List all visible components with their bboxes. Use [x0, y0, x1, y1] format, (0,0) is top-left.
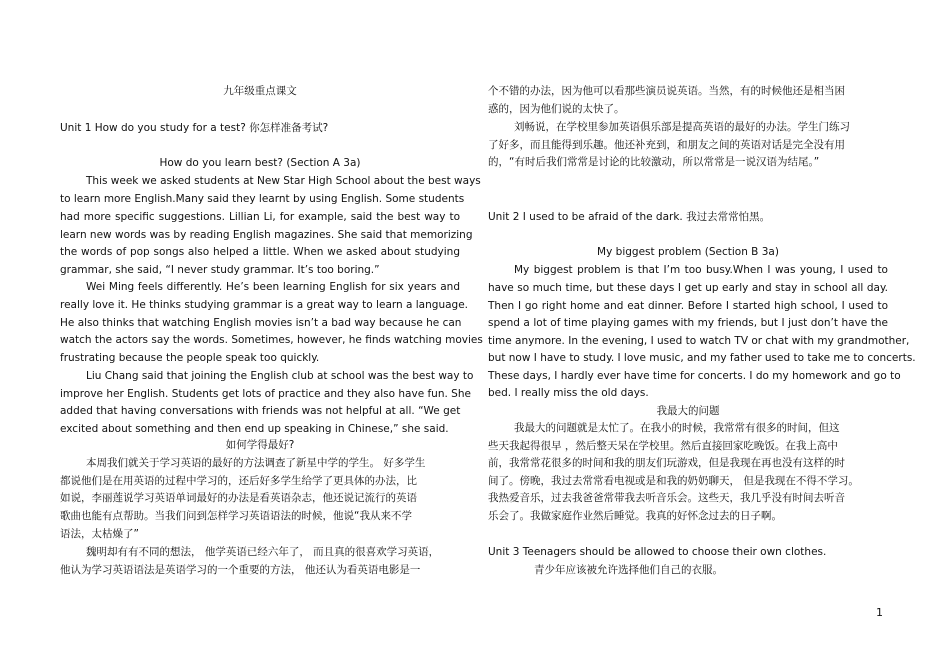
text-line: really love it. He thinks studying grammar is a great way to learn a language.	[60, 299, 468, 311]
text-line: to learn more English.Many said they learnt by using English. Some students	[60, 193, 465, 205]
text-line: 些天我起得很早 ，然后整天呆在学校里。然后直接回家吃晚饭。在我上高中	[488, 440, 838, 452]
text-line: 我最大的问题就是太忙了。在我小的时候，我常常有很多的时间，但这	[514, 422, 840, 434]
left-column	[60, 0, 483, 672]
text-line: time anymore. In the evening, I used to watch TV or chat with my grandmother,	[488, 335, 910, 347]
text-line: grammar, she said, “I never study grammar. It’s too boring.”	[60, 264, 380, 276]
text-line: This week we asked students at New Star High School about the best ways	[86, 175, 481, 187]
text-line: excited about something and then end up speaking in Chinese,” she said.	[60, 423, 449, 435]
text-line: learn new words was by reading English magazines. She said that memorizing	[60, 229, 473, 241]
text-line: He also thinks that watching English movies isn’t a bad way because he can	[60, 317, 462, 329]
text-line: These days, I hardly ever have time for concerts. I do my homework and go to	[488, 370, 901, 382]
text-line: 本周我们就关于学习英语的最好的方法调查了新星中学的学生。 好多学生	[86, 457, 426, 469]
unit3-translation: 青少年应该被允许选择他们自己的衣服。	[534, 564, 723, 576]
text-line: the words of pop songs also helped a little. When we asked about studying	[60, 246, 460, 258]
text-line: 他认为学习英语语法是英语学习的一个重要的方法， 他还认为看英语电影是一	[60, 564, 421, 576]
text-line: Liu Chang said that joining the English club at school was the best way to	[86, 370, 474, 382]
text-line: had more specific suggestions. Lillian Li, for example, said the best way to	[60, 211, 460, 223]
unit3-heading: Unit 3 Teenagers should be allowed to choose their own clothes.	[488, 546, 827, 558]
text-line: have so much time, but these days I get up early and stay in school all day.	[488, 282, 888, 294]
text-line: My biggest problem is that I’m too busy.When I was young, I used to	[514, 264, 888, 276]
text-line: 了好多，而且能得到乐趣。他还补充到，和朋友之间的英语对话是完全没有用	[488, 139, 845, 151]
text-line: frustrating because the people speak too quickly.	[60, 352, 320, 364]
text-line: 间了。傍晚，我过去常常看电视或是和我的奶奶聊天， 但是我现在不得不学习。	[488, 475, 859, 487]
page-number: 1	[876, 606, 883, 619]
text-line: Then I go right home and eat dinner. Before I started high school, I used to	[488, 300, 888, 312]
text-line: improve her English. Students get lots of practice and they also have fun. She	[60, 388, 471, 400]
section-b-heading: My biggest problem (Section B 3a)	[597, 246, 779, 258]
text-line: 语法，太枯燥了”	[60, 528, 139, 540]
text-line: bed. I really miss the old days.	[488, 387, 649, 399]
text-line: 惑的，因为他们说的太快了。	[488, 103, 625, 115]
cn-title: 我最大的问题	[656, 405, 720, 417]
text-line: 前，我常常花很多的时间和我的朋友们玩游戏，但是我现在再也没有这样的时	[488, 457, 845, 469]
text-line: 的，“有时后我们常常是讨论的比较激动，所以常常是一说汉语为结尾。”	[488, 156, 820, 168]
text-line: spend a lot of time playing games with my friends, but I just don’t have the	[488, 317, 888, 329]
section-a-heading: How do you learn best? (Section A 3a)	[159, 157, 361, 169]
text-line: 我热爱音乐，过去我爸爸常带我去听音乐会。这些天，我几乎没有时间去听音	[488, 492, 845, 504]
text-line: but now I have to study. I love music, and my father used to take me to concerts.	[488, 352, 916, 364]
text-line: Wei Ming feels differently. He’s been learning English for six years and	[86, 281, 460, 293]
text-line: watch the actors say the words. Sometimes, however, he finds watching movies	[60, 334, 483, 346]
text-line: 个不错的办法，因为他可以看那些演员说英语。当然，有的时候他还是相当困	[488, 85, 845, 97]
text-line: 魏明却有有不同的想法， 他学英语已经六年了， 而且真的很喜欢学习英语，	[86, 546, 440, 558]
text-line: 刘畅说，在学校里参加英语俱乐部是提高英语的最好的办法。学生门练习	[514, 121, 850, 133]
cn-title: 如何学得最好?	[225, 439, 295, 451]
right-column	[488, 0, 916, 672]
text-line: 都说他们是在用英语的过程中学习的，还后好多学生给学了更具体的办法，比	[60, 475, 417, 487]
document-title: 九年级重点课文	[223, 85, 297, 97]
text-line: 歌曲也能有点帮助。当我们问到怎样学习英语语法的时候，他说“我从来不学	[60, 510, 412, 522]
text-line: 如说，李丽莲说学习英语单词最好的办法是看英语杂志，他还说记流行的英语	[60, 492, 417, 504]
text-line: 乐会了。我做家庭作业然后睡觉。我真的好怀念过去的日子啊。	[488, 510, 782, 522]
text-line: added that having conversations with friends was not helpful at all. “We get	[60, 405, 461, 417]
unit1-heading: Unit 1 How do you study for a test? 你怎样准备考试?	[60, 122, 329, 134]
unit2-heading: Unit 2 I used to be afraid of the dark. 我过去常常怕黑。	[488, 211, 771, 223]
